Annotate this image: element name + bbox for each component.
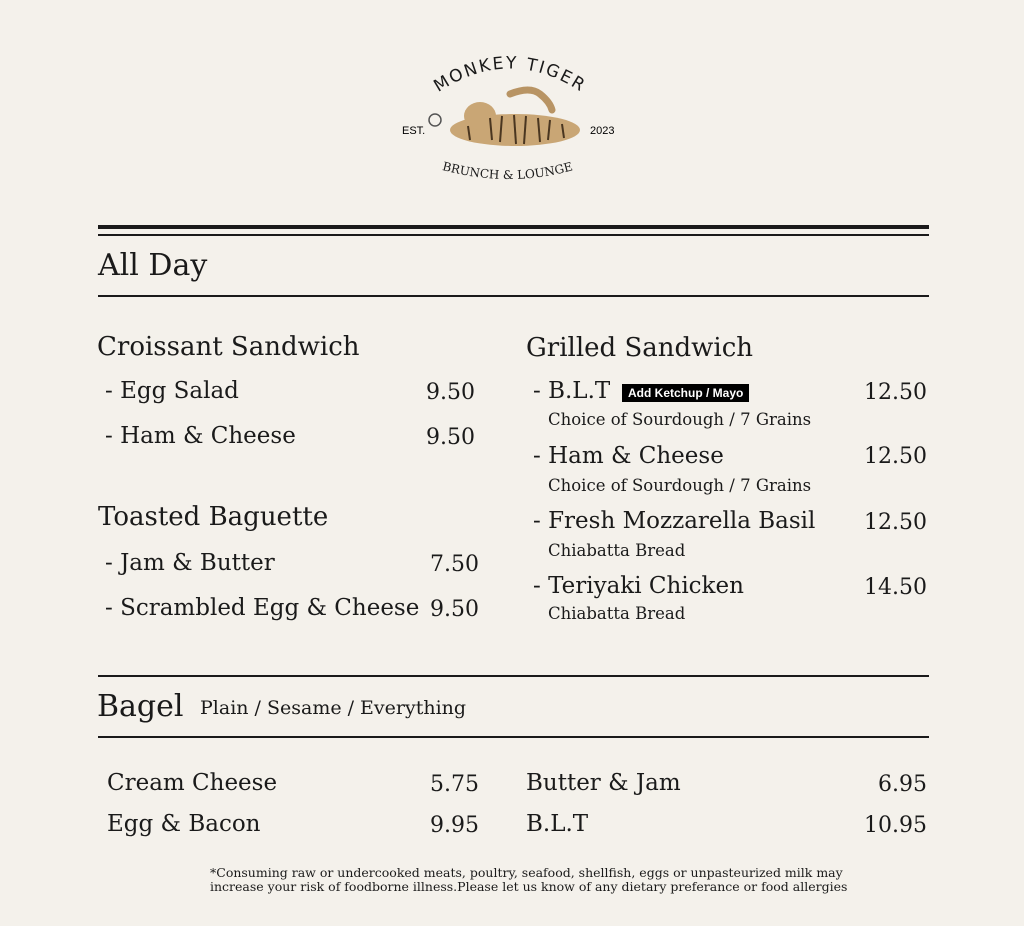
item-price: 7.50	[430, 552, 479, 577]
section-title-bagel: Bagel	[97, 689, 184, 724]
item-price: 12.50	[864, 444, 927, 469]
item-price: 12.50	[864, 510, 927, 535]
item-name: Cream Cheese	[107, 770, 278, 796]
svg-text:BRUNCH & LOUNGE	[441, 159, 574, 182]
tiger-illustration	[429, 90, 580, 146]
category-croissant: Croissant Sandwich	[97, 332, 360, 362]
item-name: - Ham & Cheese	[533, 443, 724, 469]
item-name: Butter & Jam	[526, 770, 681, 796]
logo-name: MONKEY TIGER	[430, 53, 590, 97]
divider	[98, 675, 929, 677]
item-price: 9.95	[430, 813, 479, 838]
item-description: Choice of Sourdough / 7 Grains	[548, 476, 812, 495]
svg-text:MONKEY TIGER	[430, 53, 589, 96]
item-name: - Jam & Butter	[105, 550, 275, 576]
item-price: 14.50	[864, 575, 927, 600]
logo-est: EST.	[402, 125, 426, 137]
category-baguette: Toasted Baguette	[98, 502, 329, 532]
category-grilled: Grilled Sandwich	[526, 333, 754, 363]
item-price: 9.50	[426, 380, 475, 405]
item-price: 9.50	[426, 425, 475, 450]
item-name: B.L.T	[526, 811, 589, 837]
item-name: Egg & Bacon	[107, 811, 261, 837]
item-name: - B.L.T	[533, 378, 611, 404]
item-description: Choice of Sourdough / 7 Grains	[548, 410, 812, 429]
item-name: - Scrambled Egg & Cheese	[105, 595, 420, 621]
add-ketchup-mayo-badge: Add Ketchup / Mayo	[622, 384, 749, 402]
bagel-options: Plain / Sesame / Everything	[200, 697, 467, 719]
item-price: 10.95	[864, 813, 927, 838]
logo-year: 2023	[590, 125, 615, 137]
logo-tagline: BRUNCH & LOUNGE	[440, 159, 575, 183]
item-name: - Fresh Mozzarella Basil	[533, 508, 816, 534]
divider	[98, 234, 929, 236]
item-price: 12.50	[864, 380, 927, 405]
divider	[98, 225, 929, 229]
item-name: - Egg Salad	[105, 378, 239, 404]
footnote	[210, 866, 847, 894]
item-name: - Ham & Cheese	[105, 423, 296, 449]
item-name: - Teriyaki Chicken	[533, 573, 744, 599]
item-price: 6.95	[878, 772, 927, 797]
item-price: 9.50	[430, 597, 479, 622]
logo	[380, 40, 640, 200]
item-description: Chiabatta Bread	[548, 604, 686, 623]
section-title-all-day: All Day	[98, 248, 208, 283]
divider	[98, 736, 929, 738]
footnote-line: increase your risk of foodborne illness.Please let us know of any dietary preferance or food allergies	[210, 879, 848, 894]
item-description: Chiabatta Bread	[548, 541, 686, 560]
divider	[98, 295, 929, 297]
item-price: 5.75	[430, 772, 479, 797]
footnote-line: *Consuming raw or undercooked meats, poultry, seafood, shellfish, eggs or unpasteurized milk may	[210, 865, 843, 880]
